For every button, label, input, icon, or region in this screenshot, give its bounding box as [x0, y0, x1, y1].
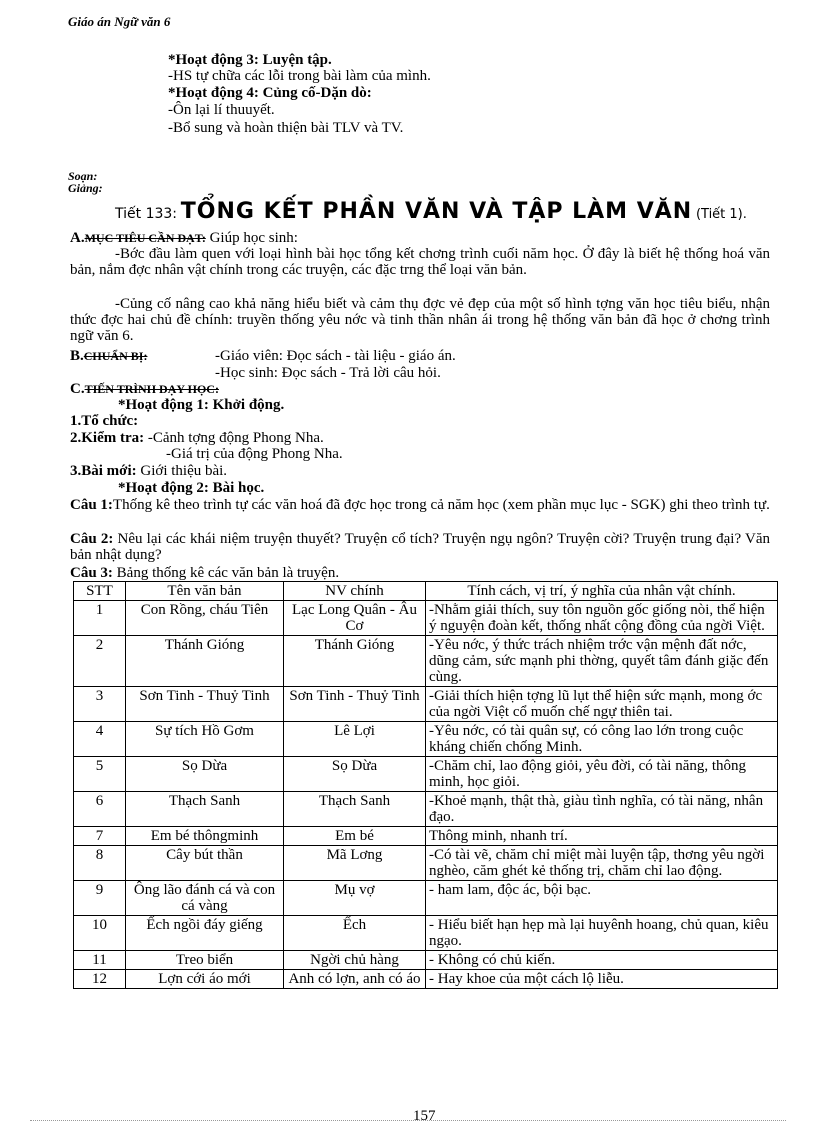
cell-title: Em bé thôngminh	[126, 827, 284, 846]
table-row	[74, 846, 778, 881]
cell-description: -Chăm chỉ, lao động giỏi, yêu đời, có tài năng, thông minh, học giỏi.	[426, 757, 778, 792]
soan-label: Soạn:	[68, 169, 98, 183]
cell-character: Thánh Gióng	[284, 636, 426, 687]
lesson-title-prefix: Tiết 133:	[115, 206, 178, 222]
table-header-row	[74, 582, 778, 601]
cell-description: - ham lam, độc ác, bội bạc.	[426, 881, 778, 916]
lesson-title-main: TỔNG KẾT PHẦN VĂN VÀ TẬP LÀM VĂN	[180, 199, 693, 224]
cell-stt: 11	[74, 951, 126, 970]
footer-divider	[30, 1120, 786, 1121]
cell-stt: 2	[74, 636, 126, 687]
cell-title: Ông lão đánh cá và con cá vàng	[126, 881, 284, 916]
document-header: Giáo án Ngữ văn 6	[68, 14, 171, 29]
cell-title: Ếch ngồi đáy giếng	[126, 916, 284, 951]
section-b-heading	[70, 348, 147, 364]
cell-character: Ếch	[284, 916, 426, 951]
cell-stt: 12	[74, 970, 126, 989]
table-row	[74, 827, 778, 846]
header-stt: STT	[74, 582, 126, 601]
table-row	[74, 636, 778, 687]
check-label: 2.Kiểm tra:	[70, 430, 145, 446]
check-item2: -Giá trị của động Phong Nha.	[166, 446, 343, 462]
cell-description: - Hay khoe của một cách lộ liễu.	[426, 970, 778, 989]
cell-stt: 3	[74, 687, 126, 722]
check-item1: -Cảnh tợng động Phong Nha.	[144, 430, 324, 446]
table-row	[74, 687, 778, 722]
activity1-title: *Hoạt động 1: Khởi động.	[118, 397, 285, 413]
cell-character: Lê Lợi	[284, 722, 426, 757]
cell-character: Thạch Sanh	[284, 792, 426, 827]
cell-character: Sơn Tinh - Thuỷ Tinh	[284, 687, 426, 722]
section-b-student: -Học sinh: Đọc sách - Trả lời câu hỏi.	[215, 365, 441, 381]
activity4-title: *Hoạt động 4: Củng cố-Dặn dò:	[168, 85, 372, 101]
cell-description: Thông minh, nhanh trí.	[426, 827, 778, 846]
header-description: Tính cách, vị trí, ý nghĩa của nhân vật chính.	[426, 582, 778, 601]
table-row	[74, 970, 778, 989]
cell-description: - Hiểu biết hạn hẹp mà lại huyênh hoang, chủ quan, kiêu ngạo.	[426, 916, 778, 951]
activity3-title: *Hoạt động 3: Luyện tập.	[168, 52, 332, 68]
question1	[70, 497, 770, 513]
cell-description: - Không có chủ kiến.	[426, 951, 778, 970]
table-row	[74, 792, 778, 827]
header-title: Tên văn bản	[126, 582, 284, 601]
cell-stt: 7	[74, 827, 126, 846]
table-row	[74, 916, 778, 951]
lesson-title-suffix: (Tiết 1).	[695, 207, 747, 222]
check-line	[70, 430, 324, 446]
cell-title: Thánh Gióng	[126, 636, 284, 687]
new-lesson-line	[70, 463, 227, 479]
cell-stt: 10	[74, 916, 126, 951]
question2-label: Câu 2:	[70, 531, 114, 547]
cell-stt: 6	[74, 792, 126, 827]
question1-label: Câu 1:	[70, 497, 113, 513]
page-number: 157	[413, 1108, 436, 1124]
question3	[70, 565, 339, 581]
new-lesson-text: Giới thiệu bài.	[136, 463, 228, 479]
org-label: 1.Tổ chức:	[70, 413, 139, 429]
header-character: NV chính	[284, 582, 426, 601]
question3-text: Bảng thống kê các văn bản là truyện.	[112, 565, 340, 581]
activity4-line2: -Bổ sung và hoàn thiện bài TLV và TV.	[168, 120, 404, 136]
cell-title: Treo biển	[126, 951, 284, 970]
cell-title: Sơn Tinh - Thuỷ Tinh	[126, 687, 284, 722]
section-b-teacher: -Giáo viên: Đọc sách - tài liệu - giáo án.	[215, 348, 456, 364]
table-row	[74, 881, 778, 916]
cell-character: Sọ Dừa	[284, 757, 426, 792]
cell-title: Sự tích Hồ Gơm	[126, 722, 284, 757]
table-row	[74, 951, 778, 970]
section-c-heading	[70, 381, 219, 397]
section-a-letter: A.	[70, 230, 85, 246]
section-a-heading	[70, 230, 298, 246]
activity4-line1: -Ôn lại lí thuuyết.	[168, 102, 275, 118]
cell-description: -Yêu nớc, có tài quân sự, có công lao lớn trong cuộc kháng chiến chống Minh.	[426, 722, 778, 757]
section-a-para1: -Bớc đầu làm quen với loại hình bài học tổng kết chơng trình cuối năm học. Ở đây là biết hệ thống hoá văn bản, nắm đợc nhân vật chính trong các truyện, các đặc trng thể loại văn bản.	[70, 246, 770, 278]
cell-stt: 9	[74, 881, 126, 916]
question1-text: Thống kê theo trình tự các văn hoá đã đợc học trong cả năm học (xem phần mục lục - SGK) ghi theo trình tự.	[112, 497, 770, 513]
cell-character: Ngời chủ hàng	[284, 951, 426, 970]
section-b-letter: B.	[70, 348, 84, 364]
section-c-title: TIẾN TRÌNH DẠY HỌC:	[84, 382, 219, 396]
characters-table	[73, 581, 778, 989]
cell-stt: 4	[74, 722, 126, 757]
cell-character: Mụ vợ	[284, 881, 426, 916]
question3-label: Câu 3:	[70, 565, 113, 581]
cell-title: Thạch Sanh	[126, 792, 284, 827]
cell-title: Sọ Dừa	[126, 757, 284, 792]
cell-title: Con Rồng, cháu Tiên	[126, 601, 284, 636]
cell-description: -Giải thích hiện tợng lũ lụt thể hiện sức mạnh, mong ớc của ngời Việt cổ muốn chế ngự thiên tai.	[426, 687, 778, 722]
section-a-intro: Giúp học sinh:	[205, 230, 298, 246]
cell-description: -Có tài vẽ, chăm chỉ miệt mài luyện tập, thơng yêu ngời nghèo, căm ghét kẻ thống trị, chăm chỉ lao động.	[426, 846, 778, 881]
cell-description: -Yêu nớc, ý thức trách nhiệm trớc vận mệnh đất nớc, dũng cảm, sức mạnh phi thờng, quyết tâm đánh giặc đến cùng.	[426, 636, 778, 687]
section-c-letter: C.	[70, 381, 85, 397]
section-b-title: CHUẨN BỊ:	[83, 349, 148, 363]
activity2-title: *Hoạt động 2: Bài học.	[118, 480, 265, 496]
table-row	[74, 722, 778, 757]
cell-character: Em bé	[284, 827, 426, 846]
cell-description: -Khoẻ mạnh, thật thà, giàu tình nghĩa, có tài năng, nhân đạo.	[426, 792, 778, 827]
section-a-para2: -Củng cố nâng cao khả năng hiểu biết và cảm thụ đợc vẻ đẹp của một số hình tợng văn học tiêu biểu, nhận thức đợc hai chủ đề chính: truyền thống yêu nớc và tinh thần nhân ái trong hệ thống văn bản đã học ở chơng trình ngữ văn 6.	[70, 296, 770, 344]
new-lesson-label: 3.Bài mới:	[70, 463, 137, 479]
cell-title: Cây bút thần	[126, 846, 284, 881]
table-row	[74, 757, 778, 792]
activity3-line: -HS tự chữa các lỗi trong bài làm của mình.	[168, 68, 431, 84]
question2-text: Nêu lại các khái niệm truyện thuyết? Truyện cổ tích? Truyện ngụ ngôn? Truyện cời? Truyện trung đại? Văn bản nhật dụng?	[70, 531, 771, 563]
cell-description: -Nhằm giải thích, suy tôn nguồn gốc giống nòi, thể hiện ý nguyện đoàn kết, thống nhất cộng đồng của ngời Việt.	[426, 601, 778, 636]
question2	[70, 531, 770, 563]
giang-label: Giảng:	[68, 181, 103, 195]
cell-character: Anh có lợn, anh có áo	[284, 970, 426, 989]
cell-character: Lạc Long Quân - Âu Cơ	[284, 601, 426, 636]
cell-stt: 5	[74, 757, 126, 792]
cell-character: Mã Lơng	[284, 846, 426, 881]
table-row	[74, 601, 778, 636]
lesson-title	[115, 198, 747, 229]
cell-stt: 1	[74, 601, 126, 636]
section-a-title: MỤC TIÊU CẦN ĐẠT:	[84, 231, 206, 245]
cell-title: Lợn cới áo mới	[126, 970, 284, 989]
cell-stt: 8	[74, 846, 126, 881]
